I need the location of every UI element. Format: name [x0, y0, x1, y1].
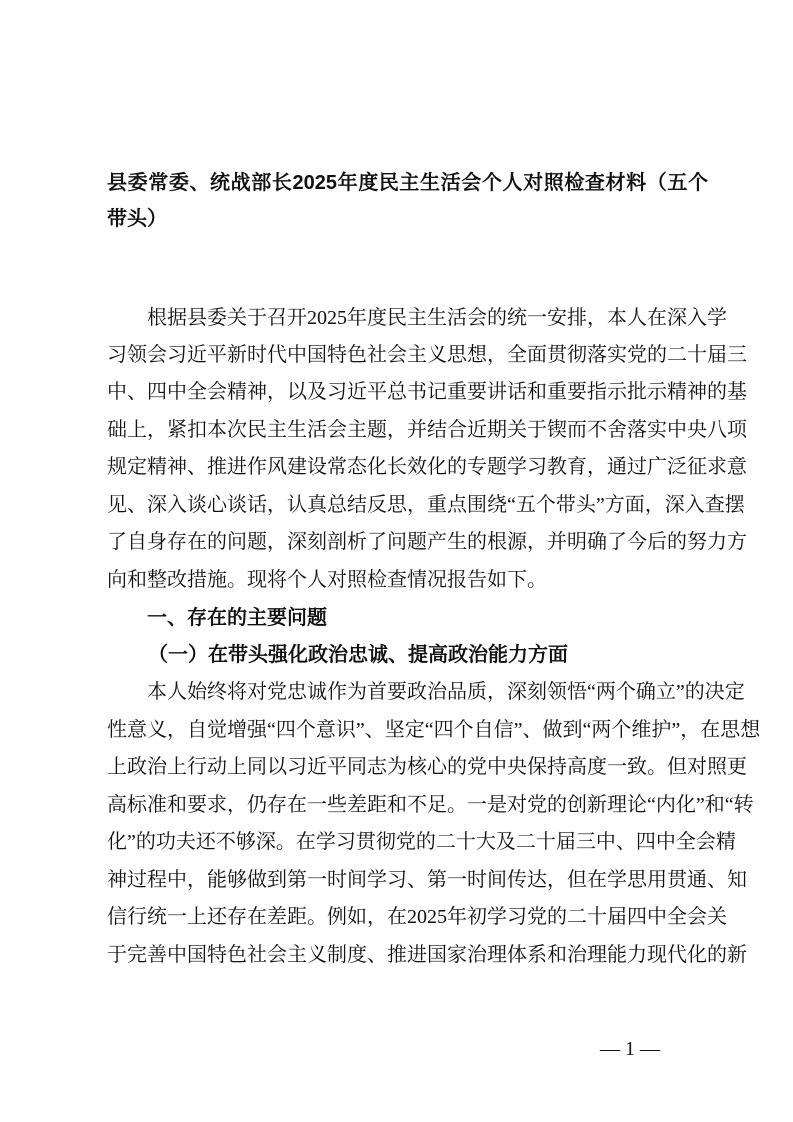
- subsection-heading: （一）在带头强化政治忠诚、提高政治能力方面: [148, 644, 568, 666]
- body-line: 信行统一上还存在差距。例如，在2025年初学习党的二十届四中全会关: [107, 906, 727, 928]
- body-line: 化”的功夫还不够深。在学习贯彻党的二十大及二十届三中、四中全会精: [107, 831, 736, 853]
- document-title-line-1: 县委常委、统战部长2025年度民主生活会个人对照检查材料（五个: [107, 172, 708, 194]
- intro-line: 中、四中全会精神，以及习近平总书记重要讲话和重要指示批示精神的基: [107, 381, 747, 403]
- section-heading: 一、存在的主要问题: [147, 607, 327, 629]
- intro-line: 习领会习近平新时代中国特色社会主义思想，全面贯彻落实党的二十届三: [107, 344, 747, 366]
- intro-line: 了自身存在的问题，深刻剖析了问题产生的根源，并明确了今后的努力方: [107, 531, 747, 553]
- intro-line: 础上，紧扣本次民主生活会主题，并结合近期关于锲而不舍落实中央八项: [107, 419, 747, 441]
- intro-line: 见、深入谈心谈话，认真总结反思，重点围绕“五个带头”方面，深入查摆: [107, 494, 745, 516]
- body-line: 性意义，自觉增强“四个意识”、坚定“四个自信”、做到“两个维护”，在思想: [107, 719, 761, 741]
- body-line: 本人始终将对党忠诚作为首要政治品质，深刻领悟“两个确立”的决定: [147, 681, 745, 703]
- body-line: 上政治上行动上同以习近平同志为核心的党中央保持高度一致。但对照更: [107, 756, 747, 778]
- document-title-line-2: 带头）: [107, 208, 167, 230]
- body-line: 神过程中，能够做到第一时间学习、第一时间传达，但在学思用贯通、知: [107, 869, 747, 891]
- intro-line: 根据县委关于召开2025年度民主生活会的统一安排，本人在深入学: [147, 307, 727, 329]
- page-number: — 1 —: [600, 1038, 660, 1060]
- body-line: 于完善中国特色社会主义制度、推进国家治理体系和治理能力现代化的新: [107, 944, 747, 966]
- body-line: 高标准和要求，仍存在一些差距和不足。一是对党的创新理论“内化”和“转: [107, 794, 754, 816]
- intro-line: 规定精神、推进作风建设常态化长效化的专题学习教育，通过广泛征求意: [107, 456, 747, 478]
- intro-line: 向和整改措施。现将个人对照检查情况报告如下。: [107, 569, 547, 591]
